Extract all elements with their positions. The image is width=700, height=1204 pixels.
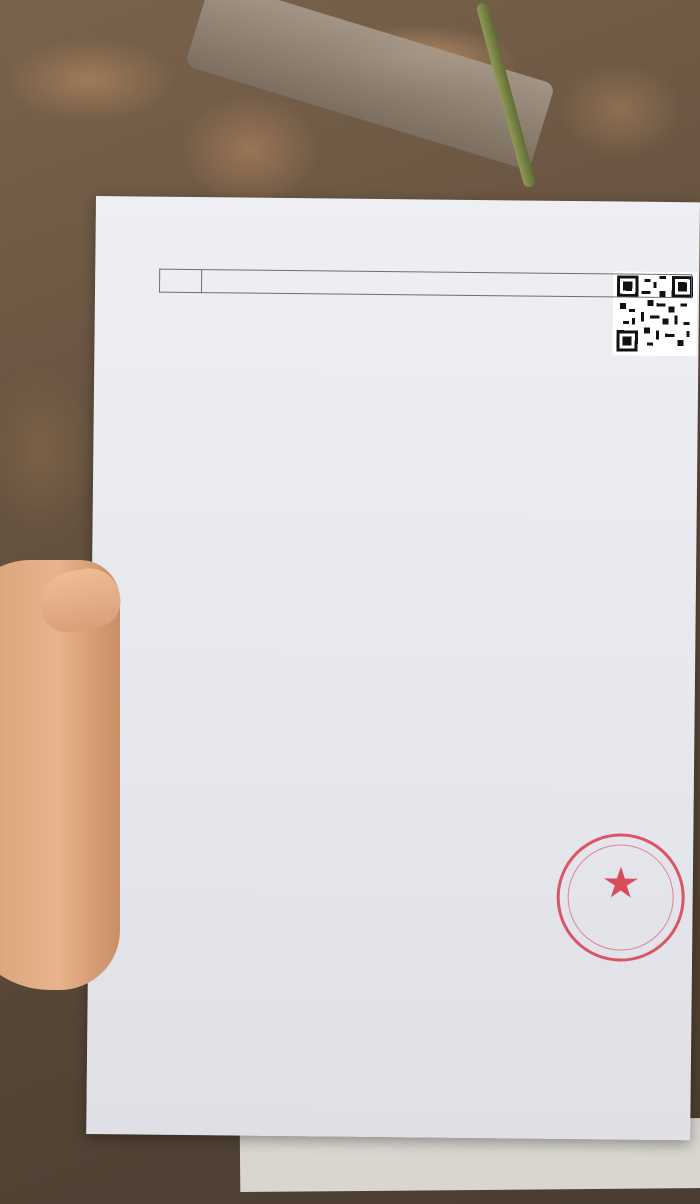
seal-star-icon	[559, 836, 682, 959]
official-seal	[556, 833, 685, 962]
table-row	[159, 269, 691, 298]
document-title	[96, 240, 700, 246]
remark-label	[159, 269, 201, 292]
certificate-form	[159, 269, 691, 299]
remark-value	[201, 270, 691, 298]
remark-table	[159, 269, 692, 299]
certificate-paper	[86, 196, 700, 1140]
